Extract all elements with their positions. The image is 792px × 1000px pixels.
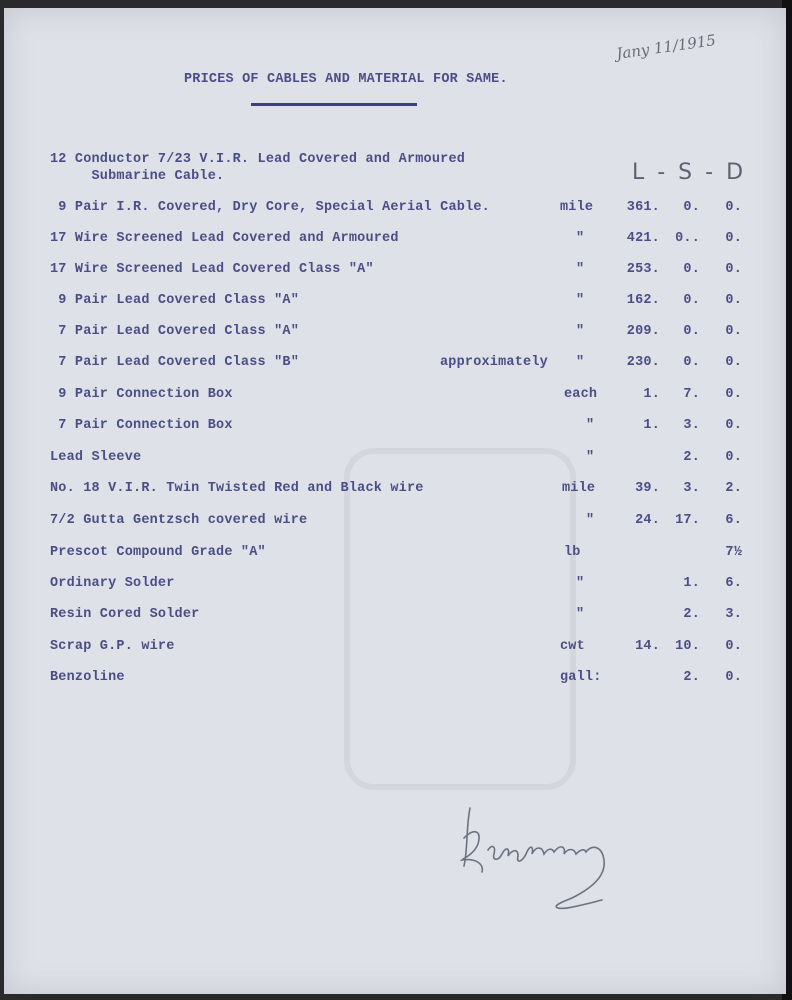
- price-shillings: 2.: [683, 670, 700, 685]
- price-pounds: 253.: [626, 262, 660, 277]
- item-unit: ": [586, 450, 595, 465]
- price-pence: 0.: [725, 355, 742, 370]
- item-unit: mile: [560, 200, 594, 215]
- price-row: [4, 418, 786, 438]
- price-pence: 0.: [725, 639, 742, 654]
- price-pence: 2.: [725, 481, 742, 496]
- item-description: 7 Pair Lead Covered Class "B": [50, 355, 300, 370]
- item-description: 7 Pair Connection Box: [50, 418, 233, 433]
- price-shillings: 0.: [683, 355, 700, 370]
- date-annotation: Jany 11/1915: [615, 31, 717, 63]
- item-unit: ": [576, 293, 585, 308]
- price-pounds: 24.: [635, 513, 660, 528]
- price-row: [4, 576, 786, 596]
- item-description: Benzoline: [50, 670, 125, 685]
- price-shillings: 0..: [675, 231, 700, 246]
- price-row: [4, 355, 786, 375]
- price-pounds: 361.: [626, 200, 660, 215]
- price-pence: 7½: [725, 545, 742, 560]
- item-description: No. 18 V.I.R. Twin Twisted Red and Black wire: [50, 481, 424, 496]
- price-row: [4, 200, 786, 220]
- price-pence: 0.: [725, 387, 742, 402]
- price-pence: 6.: [725, 576, 742, 591]
- price-pence: 0.: [725, 670, 742, 685]
- item-description: 9 Pair Lead Covered Class "A": [50, 293, 300, 308]
- price-pence: 0.: [725, 450, 742, 465]
- price-pounds: 230.: [626, 355, 660, 370]
- item-description: 9 Pair I.R. Covered, Dry Core, Special Aerial Cable.: [50, 200, 490, 215]
- price-row: [4, 450, 786, 470]
- price-row: [4, 387, 786, 407]
- price-shillings: 3.: [683, 481, 700, 496]
- price-pounds: 1.: [643, 387, 660, 402]
- price-shillings: 17.: [675, 513, 700, 528]
- price-pounds: 162.: [626, 293, 660, 308]
- item-description: 17 Wire Screened Lead Covered Class "A": [50, 262, 374, 277]
- item-unit: ": [586, 513, 595, 528]
- item-unit: ": [576, 231, 585, 246]
- document-title: PRICES OF CABLES AND MATERIAL FOR SAME.: [184, 72, 508, 87]
- price-pounds: 39.: [635, 481, 660, 496]
- currency-column-header: L - S - D: [632, 160, 747, 185]
- item-description: 7 Pair Lead Covered Class "A": [50, 324, 300, 339]
- item-description: Submarine Cable.: [50, 169, 225, 184]
- price-row: [4, 639, 786, 659]
- item-description: 9 Pair Connection Box: [50, 387, 233, 402]
- price-shillings: 3.: [683, 418, 700, 433]
- item-note: approximately: [440, 355, 548, 370]
- item-unit: ": [576, 262, 585, 277]
- document-page: [4, 8, 786, 994]
- price-shillings: 2.: [683, 607, 700, 622]
- item-unit: cwt: [560, 639, 585, 654]
- price-row: [4, 231, 786, 251]
- item-unit: gall:: [560, 670, 602, 685]
- price-shillings: 10.: [675, 639, 700, 654]
- price-shillings: 7.: [683, 387, 700, 402]
- item-description: 17 Wire Screened Lead Covered and Armoured: [50, 231, 399, 246]
- price-pounds: 421.: [626, 231, 660, 246]
- price-pounds: 1.: [643, 418, 660, 433]
- price-pence: 0.: [725, 231, 742, 246]
- price-pence: 0.: [725, 418, 742, 433]
- item-unit: ": [576, 355, 585, 370]
- item-unit: each: [564, 387, 598, 402]
- price-pence: 0.: [725, 293, 742, 308]
- price-pence: 0.: [725, 200, 742, 215]
- price-row: [4, 545, 786, 565]
- price-row: [4, 293, 786, 313]
- item-description: 7/2 Gutta Gentzsch covered wire: [50, 513, 308, 528]
- price-row: [4, 169, 786, 189]
- price-pounds: 209.: [626, 324, 660, 339]
- item-unit: mile: [562, 481, 596, 496]
- price-pence: 6.: [725, 513, 742, 528]
- item-unit: ": [586, 418, 595, 433]
- price-shillings: 0.: [683, 324, 700, 339]
- item-description: Ordinary Solder: [50, 576, 175, 591]
- item-unit: lb: [564, 545, 581, 560]
- item-description: Prescot Compound Grade "A": [50, 545, 266, 560]
- price-shillings: 1.: [683, 576, 700, 591]
- price-row: [4, 262, 786, 282]
- price-shillings: 2.: [683, 450, 700, 465]
- item-unit: ": [576, 576, 585, 591]
- item-unit: ": [576, 607, 585, 622]
- price-row: [4, 481, 786, 501]
- item-description: Scrap G.P. wire: [50, 639, 175, 654]
- price-shillings: 0.: [683, 262, 700, 277]
- price-shillings: 0.: [683, 200, 700, 215]
- item-description: Lead Sleeve: [50, 450, 142, 465]
- item-description: 12 Conductor 7/23 V.I.R. Lead Covered and Armoured: [50, 152, 466, 167]
- price-pence: 3.: [725, 607, 742, 622]
- item-description: Resin Cored Solder: [50, 607, 200, 622]
- price-pounds: 14.: [635, 639, 660, 654]
- signature: [452, 788, 652, 918]
- price-row: [4, 670, 786, 690]
- item-unit: ": [576, 324, 585, 339]
- signature-scribble: [452, 788, 652, 918]
- price-pence: 0.: [725, 324, 742, 339]
- price-pence: 0.: [725, 262, 742, 277]
- price-row: [4, 607, 786, 627]
- title-underline: [251, 103, 417, 106]
- price-row: [4, 513, 786, 533]
- price-row: [4, 324, 786, 344]
- price-shillings: 0.: [683, 293, 700, 308]
